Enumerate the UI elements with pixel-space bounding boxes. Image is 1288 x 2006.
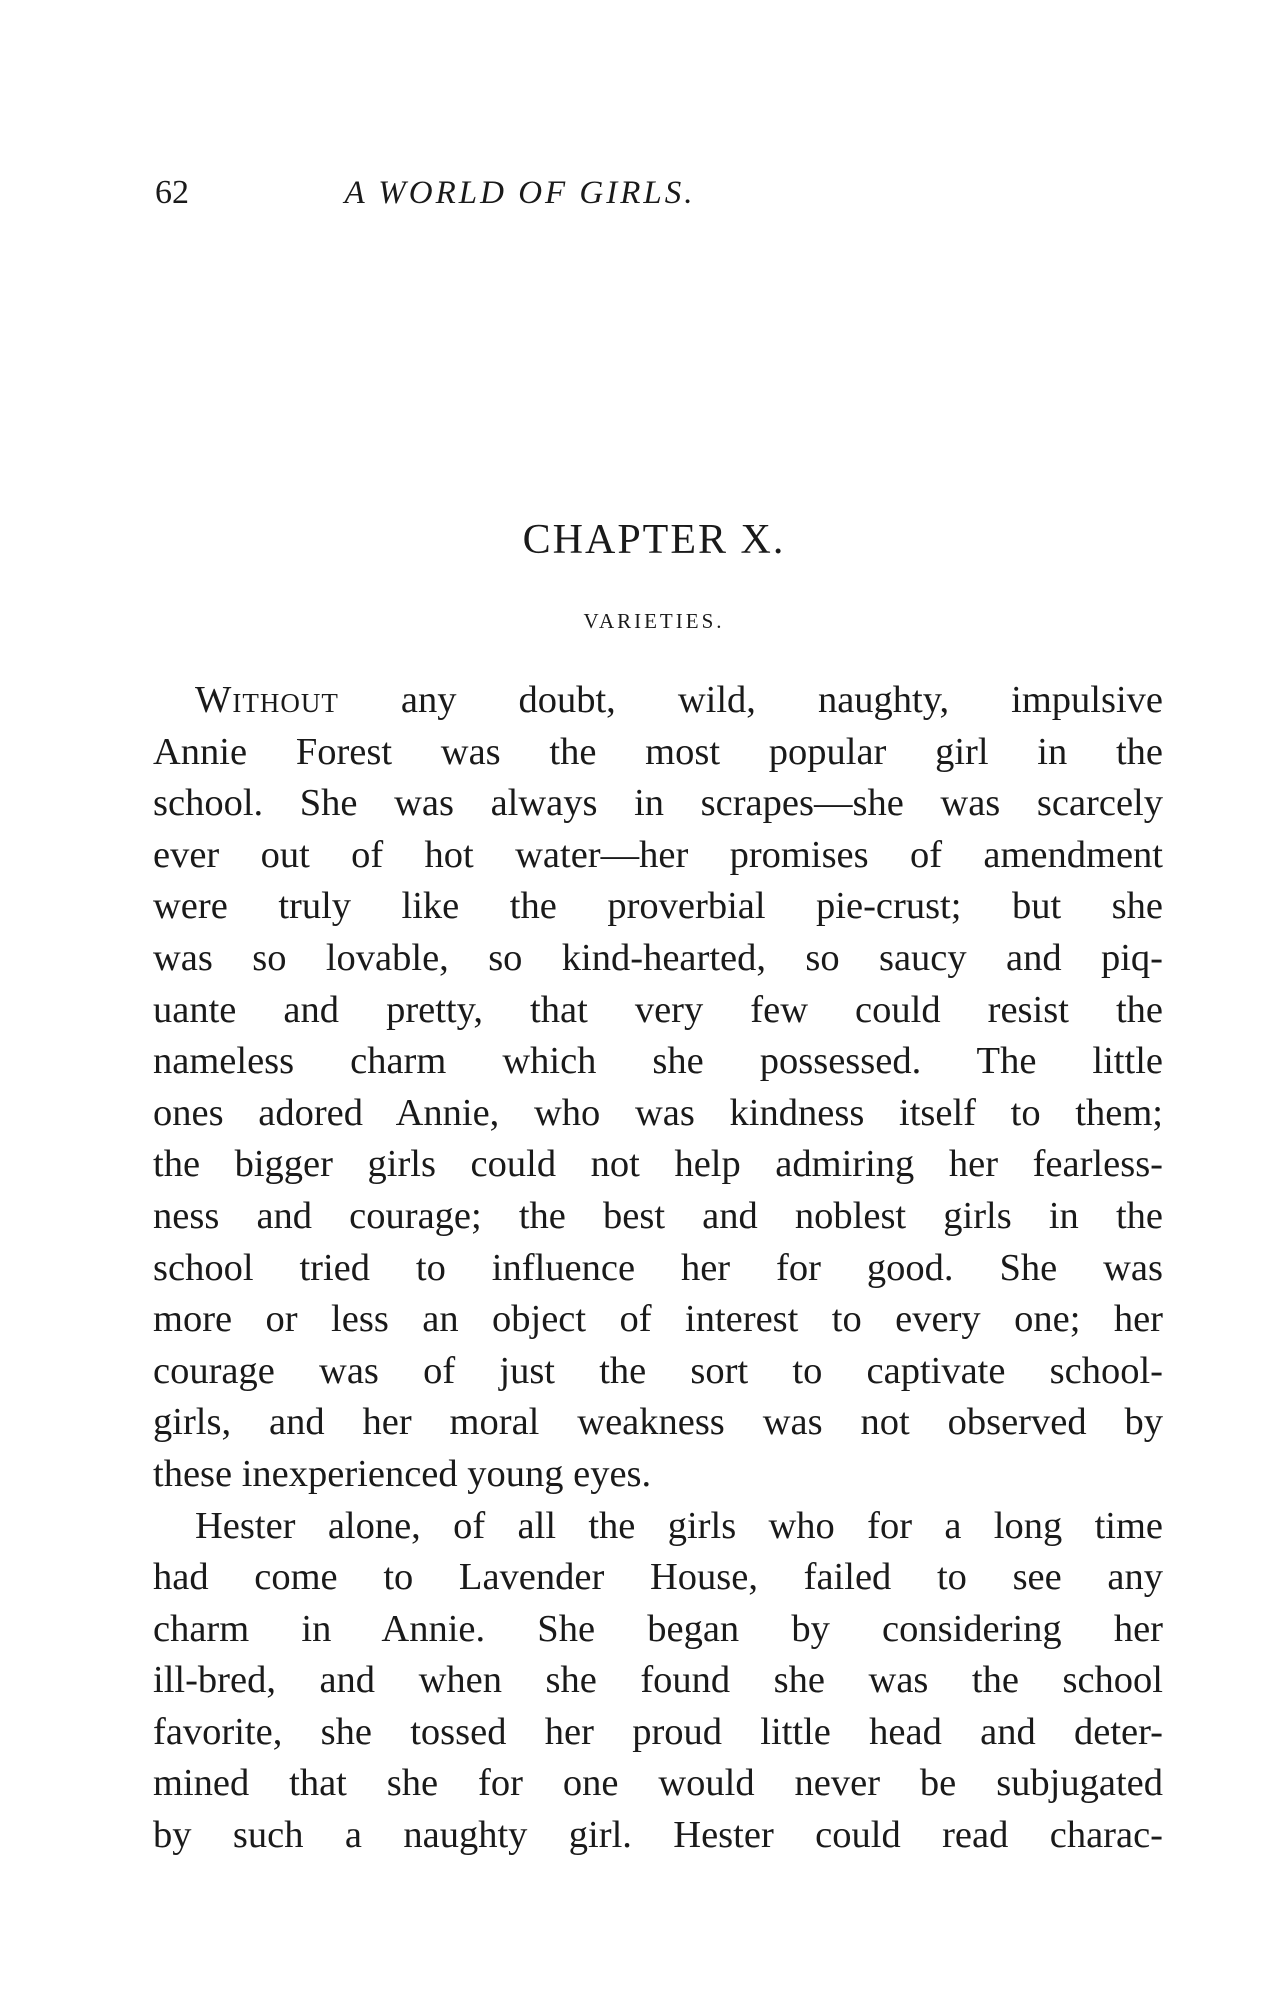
text-line: courage was of just the sort to captivate school-: [153, 1349, 1163, 1392]
text-line: Hester alone, of all the girls who for a long time: [195, 1504, 1163, 1547]
text-line: these inexperienced young eyes.: [153, 1452, 652, 1495]
text-line: ness and courage; the best and noblest girls in the: [153, 1194, 1163, 1237]
paragraph: [153, 675, 1163, 1501]
text-line: charm in Annie. She began by considering her: [153, 1607, 1163, 1650]
text-line: uante and pretty, that very few could resist the: [153, 988, 1163, 1031]
text-line: school. She was always in scrapes—she was scarcely: [153, 782, 1163, 825]
text-line: was so lovable, so kind-hearted, so saucy and piq-: [153, 936, 1163, 979]
body-text: [153, 675, 1163, 1862]
running-title: A WORLD OF GIRLS.: [344, 175, 696, 211]
chapter-subtitle: VARIETIES.: [583, 609, 725, 633]
text-line: nameless charm which she possessed. The little: [153, 1040, 1163, 1083]
text-line: ever out of hot water—her promises of amendment: [153, 833, 1163, 876]
text-line: ones adored Annie, who was kindness itself to them;: [153, 1091, 1163, 1134]
text-line: girls, and her moral weakness was not observed by: [153, 1401, 1163, 1444]
text-line: were truly like the proverbial pie-crust; but she: [153, 885, 1163, 928]
page-number: 62: [155, 174, 189, 211]
text-line: school tried to influence her for good. She was: [153, 1246, 1163, 1289]
text-line: Without any doubt, wild, naughty, impulsive: [195, 679, 1163, 721]
text-line: more or less an object of interest to every one; her: [153, 1298, 1163, 1341]
text-line: Annie Forest was the most popular girl in the: [153, 730, 1163, 773]
text-line: ill-bred, and when she found she was the school: [153, 1659, 1163, 1702]
text-line: by such a naughty girl. Hester could read charac-: [153, 1814, 1163, 1857]
paragraph: [153, 1501, 1163, 1862]
text-line: had come to Lavender House, failed to see any: [153, 1556, 1163, 1599]
running-head: [155, 168, 885, 218]
text-line: favorite, she tossed her proud little head and deter-: [153, 1710, 1163, 1753]
drop-word: Without: [195, 679, 339, 721]
text-line: mined that she for one would never be subjugated: [153, 1762, 1163, 1805]
text-line: the bigger girls could not help admiring her fearless-: [153, 1143, 1163, 1186]
chapter-heading: CHAPTER X.: [522, 517, 786, 563]
